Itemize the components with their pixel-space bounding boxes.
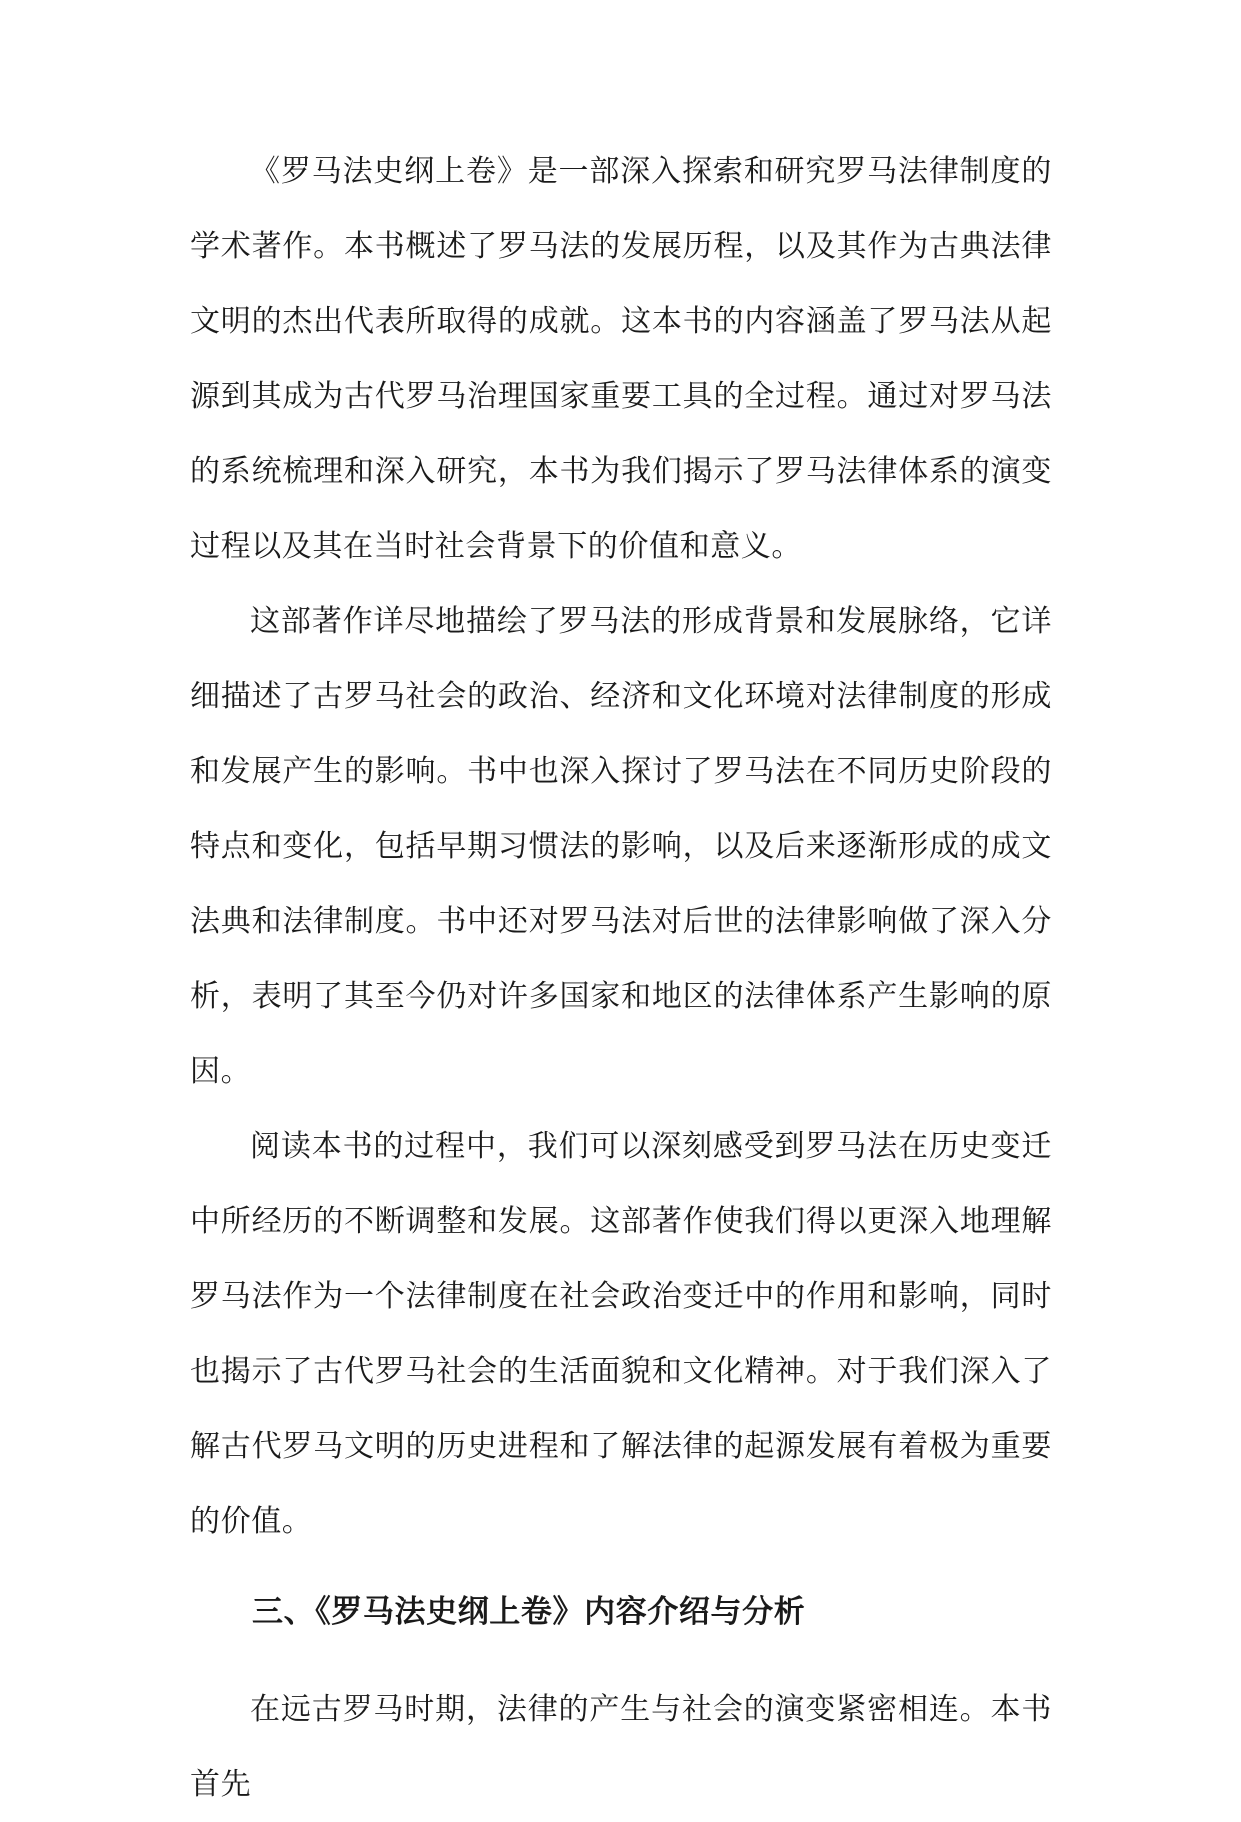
section-paragraph-1: 在远古罗马时期，法律的产生与社会的演变紧密相连。本书首先 (190, 1692, 1052, 1802)
body-paragraph-3: 阅读本书的过程中，我们可以深刻感受到罗马法在历史变迁中所经历的不断调整和发展。这部著作使我们得以更深入地理解罗马法作为一个法律制度在社会政治变迁中的作用和影响，同时也揭示了古代罗马社会的生活面貌和文化精神。对于我们深入了解古代罗马文明的历史进程和了解法律的起源发展有着极为重要的价值。 (190, 1129, 1052, 1539)
body-paragraph-2: 这部著作详尽地描绘了罗马法的形成背景和发展脉络，它详细描述了古罗马社会的政治、经济和文化环境对法律制度的形成和发展产生的影响。书中也深入探讨了罗马法在不同历史阶段的特点和变化，包括早期习惯法的影响，以及后来逐渐形成的成文法典和法律制度。书中还对罗马法对后世的法律影响做了深入分析，表明了其至今仍对许多国家和地区的法律体系产生影响的原因。 (190, 604, 1052, 1089)
section-heading: 三、《罗马法史纲上卷》内容介绍与分析 (252, 1594, 806, 1630)
document-page (190, 134, 1052, 1822)
body-paragraph-1: 《罗马法史纲上卷》是一部深入探索和研究罗马法律制度的学术著作。本书概述了罗马法的发展历程，以及其作为古典法律文明的杰出代表所取得的成就。这本书的内容涵盖了罗马法从起源到其成为古代罗马治理国家重要工具的全过程。通过对罗马法的系统梳理和深入研究，本书为我们揭示了罗马法律体系的演变过程以及其在当时社会背景下的价值和意义。 (190, 154, 1052, 564)
